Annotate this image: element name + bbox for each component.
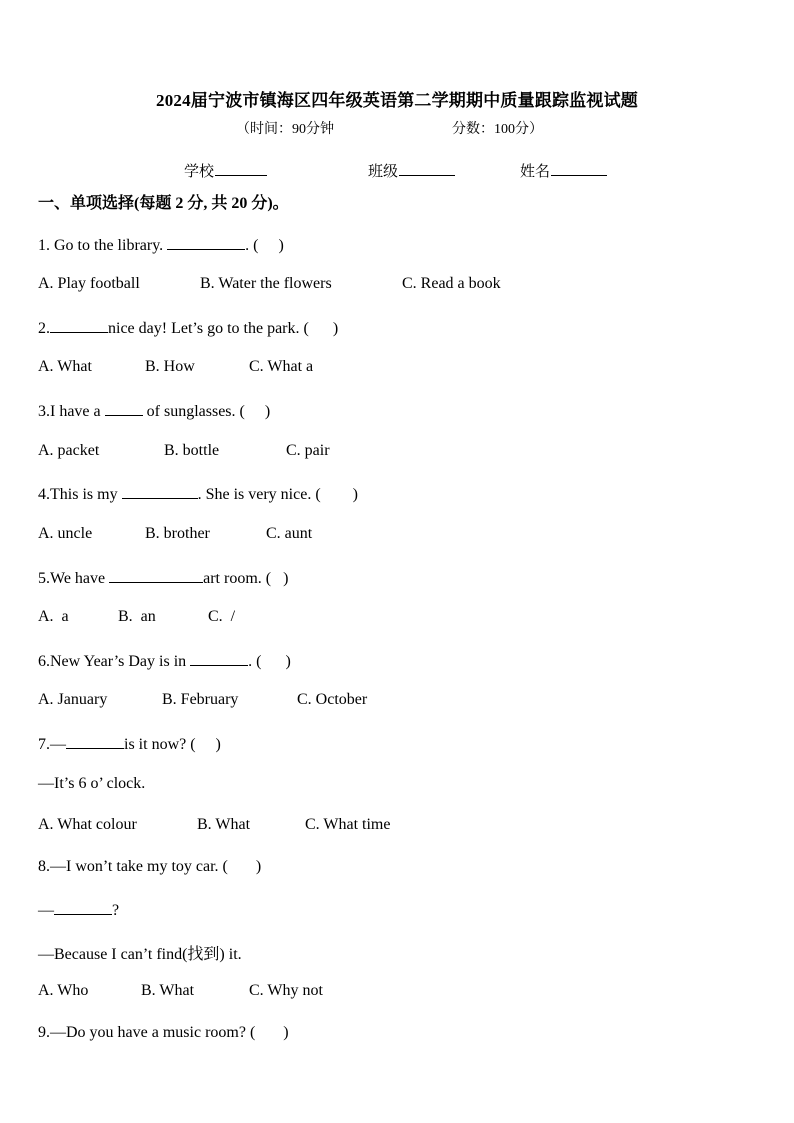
question-1: [38, 234, 284, 255]
question-text: 7.—: [38, 736, 66, 753]
question-text: 4.This is my: [38, 486, 122, 503]
question-text: 6.New Year’s Day is in: [38, 653, 191, 670]
option-c[interactable]: C. What time: [305, 816, 391, 833]
option-b[interactable]: B. What: [141, 982, 195, 999]
answer-blank[interactable]: [105, 400, 143, 416]
option-a[interactable]: A. uncle: [38, 525, 93, 542]
school-blank[interactable]: [215, 161, 267, 176]
question-8: 8.—I won’t take my toy car. ( ): [38, 858, 262, 875]
question-text: is it now? ( ): [124, 736, 221, 753]
school-label: 学校: [184, 164, 215, 180]
question-8-reply: [38, 899, 119, 920]
class-label: 班级: [368, 164, 399, 180]
answer-blank[interactable]: [190, 650, 248, 666]
question-8-answer: —Because I can’t find(找到) it.: [38, 946, 242, 963]
question-6: [38, 650, 291, 671]
option-b[interactable]: B. Water the flowers: [200, 275, 332, 292]
option-b[interactable]: B. bottle: [164, 442, 220, 459]
name-label: 姓名: [520, 164, 551, 180]
option-b[interactable]: B. How: [145, 358, 195, 375]
question-7-reply: —It’s 6 o’ clock.: [38, 775, 146, 792]
question-text: . She is very nice. ( ): [197, 486, 358, 503]
option-b[interactable]: B. brother: [145, 525, 210, 542]
answer-blank[interactable]: [66, 733, 124, 749]
question-text: . ( ): [245, 237, 284, 254]
option-a[interactable]: A. What colour: [38, 816, 137, 833]
name-blank[interactable]: [551, 161, 607, 176]
question-text: 3.I have a: [38, 403, 105, 420]
option-c[interactable]: C. Why not: [249, 982, 323, 999]
question-3: [38, 400, 270, 421]
option-a[interactable]: A. What: [38, 358, 92, 375]
question-2: [38, 317, 338, 338]
question-text: 2.: [38, 320, 50, 337]
option-c[interactable]: C. October: [297, 691, 368, 708]
question-text: nice day! Let’s go to the park. ( ): [108, 320, 339, 337]
exam-score: 分数：100分）: [452, 122, 543, 137]
class-blank[interactable]: [399, 161, 455, 176]
section-heading: 一、单项选择(每题 2 分, 共 20 分)。: [38, 195, 289, 212]
name-field: [520, 160, 607, 181]
answer-blank[interactable]: [122, 483, 198, 499]
option-a[interactable]: A. Who: [38, 982, 89, 999]
question-5: [38, 567, 288, 588]
question-4: [38, 483, 358, 504]
page-title: 2024届宁波市镇海区四年级英语第二学期期中质量跟踪监视试题: [156, 91, 638, 110]
question-text: . ( ): [248, 653, 291, 670]
option-b[interactable]: B. February: [162, 691, 239, 708]
question-9: 9.—Do you have a music room? ( ): [38, 1024, 289, 1041]
question-text: art room. ( ): [203, 570, 289, 587]
option-a[interactable]: A. Play football: [38, 275, 140, 292]
option-a[interactable]: A. a: [38, 608, 69, 625]
answer-blank[interactable]: [54, 899, 112, 915]
question-text: of sunglasses. ( ): [142, 403, 271, 420]
option-c[interactable]: C. What a: [249, 358, 314, 375]
question-7: [38, 733, 221, 754]
question-text: 1. Go to the library.: [38, 237, 168, 254]
option-c[interactable]: C. Read a book: [402, 275, 501, 292]
option-c[interactable]: C. pair: [286, 442, 330, 459]
school-field: [184, 160, 267, 181]
answer-blank[interactable]: [167, 234, 245, 250]
option-c[interactable]: C. /: [208, 608, 236, 625]
option-b[interactable]: B. an: [118, 608, 156, 625]
question-text: ?: [112, 902, 120, 919]
exam-time: （时间：90分钟: [236, 122, 334, 137]
option-a[interactable]: A. packet: [38, 442, 100, 459]
question-text: —: [38, 902, 54, 919]
option-b[interactable]: B. What: [197, 816, 251, 833]
question-text: 5.We have: [38, 570, 110, 587]
answer-blank[interactable]: [50, 317, 108, 333]
answer-blank[interactable]: [109, 567, 203, 583]
class-field: [368, 160, 455, 181]
option-a[interactable]: A. January: [38, 691, 108, 708]
option-c[interactable]: C. aunt: [266, 525, 313, 542]
